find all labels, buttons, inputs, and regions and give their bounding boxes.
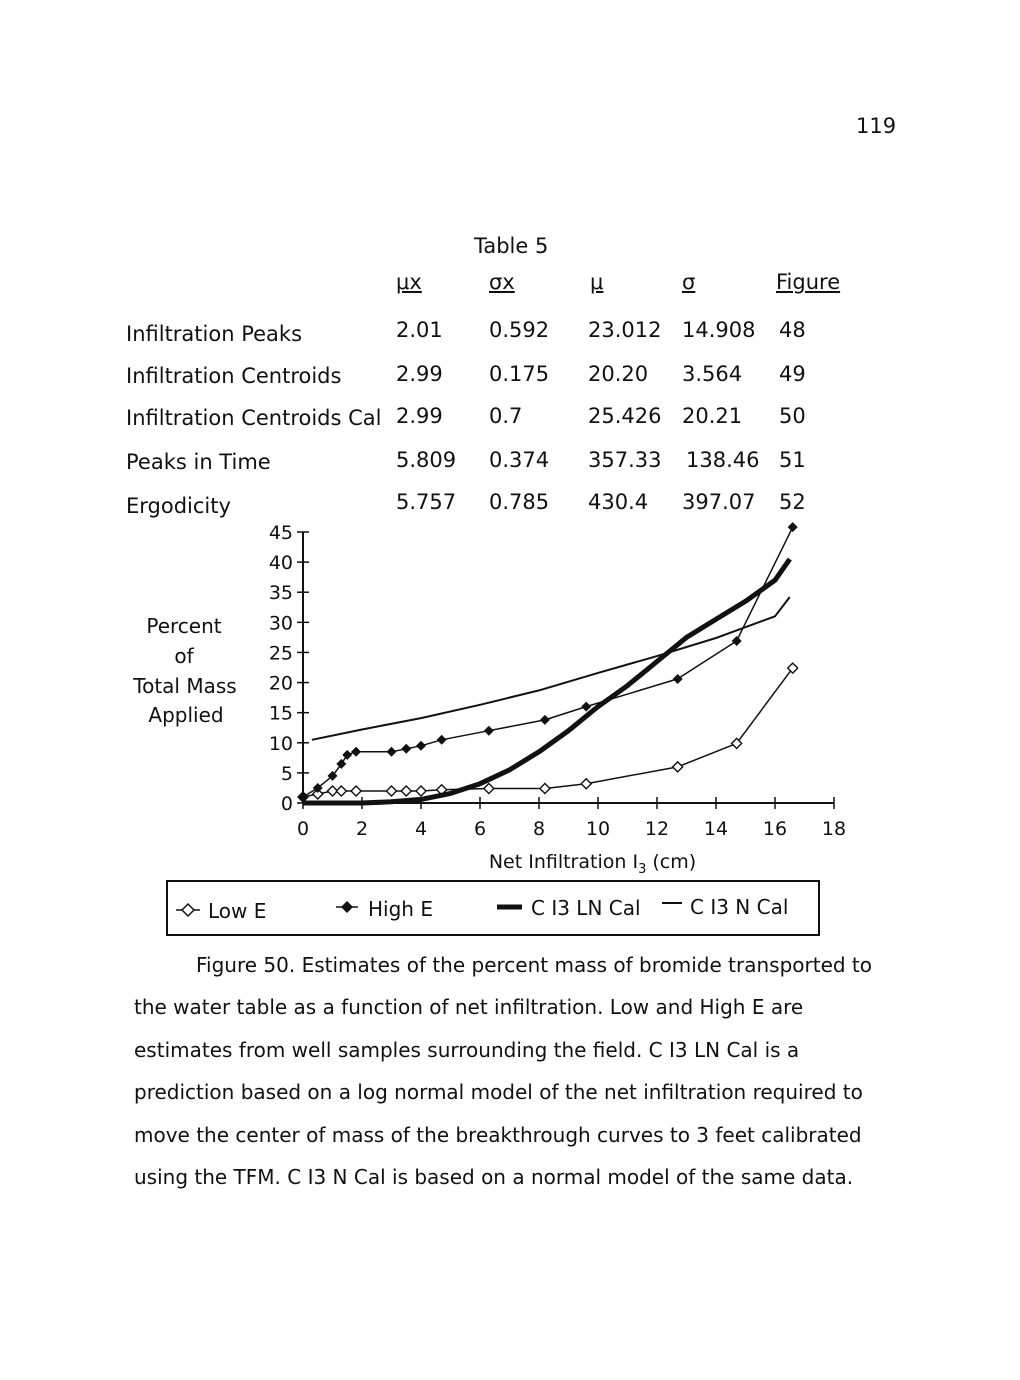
point-low-e (484, 784, 494, 794)
x-tick-label: 6 (473, 818, 487, 840)
x-tick-label: 10 (585, 818, 611, 840)
y-axis-label-line: Percent (146, 614, 222, 638)
x-tick-label: 14 (703, 818, 729, 840)
table-cell: 49 (779, 362, 806, 386)
point-high-e (401, 744, 411, 754)
table-cell: 0.175 (489, 362, 550, 386)
row-label: Infiltration Peaks (126, 322, 303, 346)
caption-line: Figure 50. Estimates of the percent mass of bromide transported to (196, 953, 873, 977)
series-line-c-i3-ln-cal (303, 559, 790, 803)
table-cell: 0.7 (489, 404, 523, 428)
legend-label-low-e: Low E (208, 899, 267, 923)
row-label: Infiltration Centroids Cal (126, 406, 382, 430)
point-high-e (342, 750, 352, 760)
y-tick-label: 35 (268, 582, 293, 605)
table-header-sigma-x: σx (489, 270, 515, 294)
table-cell: 0.592 (489, 318, 550, 342)
y-tick-label: 15 (268, 702, 293, 725)
y-tick-label: 25 (268, 642, 293, 665)
table-cell: 2.99 (396, 404, 443, 428)
x-tick-label: 4 (414, 818, 428, 840)
point-high-e (336, 759, 346, 769)
table-cell: 0.374 (489, 448, 550, 472)
point-high-e (416, 741, 426, 751)
table-cell: 50 (779, 404, 806, 428)
table-cell: 2.99 (396, 362, 443, 386)
table-cell: 20.21 (682, 404, 743, 428)
point-low-e (336, 786, 346, 796)
row-label: Ergodicity (126, 494, 231, 518)
caption-line: the water table as a function of net infiltration. Low and High E are (134, 995, 804, 1020)
table-cell: 51 (779, 448, 806, 472)
caption-line: move the center of mass of the breakthrough curves to 3 feet calibrated (134, 1122, 862, 1147)
x-tick-label: 12 (644, 818, 670, 840)
table-cell: 0.785 (489, 490, 550, 514)
legend-label-high-e: High E (368, 897, 433, 921)
table-cell: 5.809 (396, 448, 457, 472)
table-title: Table 5 (474, 234, 549, 258)
table-cell: 25.426 (588, 404, 662, 428)
row-label: Peaks in Time (126, 450, 271, 474)
point-low-e (540, 784, 550, 794)
x-tick-label: 8 (532, 818, 546, 840)
y-tick-label: 45 (268, 522, 293, 544)
y-tick-label: 5 (280, 762, 293, 785)
y-tick-label: 30 (268, 612, 293, 635)
point-low-e (581, 779, 591, 789)
y-axis-label-line: Applied (148, 703, 224, 727)
point-low-e (416, 786, 426, 796)
table-cell: 357.33 (588, 448, 662, 472)
x-tick-label: 0 (296, 818, 310, 840)
y-tick-label: 0 (280, 793, 293, 815)
table-cell: 23.012 (588, 318, 662, 342)
legend-label-ln-cal: C I3 LN Cal (531, 896, 641, 920)
x-tick-label: 16 (762, 818, 788, 840)
caption-line: using the TFM. C I3 N Cal is based on a normal model of the same data. (134, 1165, 854, 1190)
point-high-e (351, 747, 361, 757)
table-cell: 20.20 (588, 362, 649, 386)
chart-legend (166, 880, 820, 936)
table-cell: 52 (779, 490, 806, 514)
x-axis-label: Net Infiltration $I_3$ (cm) (488, 851, 697, 877)
point-high-e (581, 702, 591, 712)
table-cell: 397.07 (682, 490, 756, 514)
point-low-e (351, 786, 361, 796)
table-cell: 14.908 (682, 318, 756, 342)
table-cell: 138.46 (686, 448, 760, 472)
point-high-e (540, 715, 550, 725)
figure-caption (134, 944, 904, 1198)
y-tick-label: 10 (268, 732, 293, 755)
y-axis-label-line: Total Mass (133, 674, 237, 698)
row-label: Infiltration Centroids (126, 364, 342, 388)
caption-line: estimates from well samples surrounding the field. C I3 LN Cal is a (134, 1037, 800, 1062)
table-cell: 2.01 (396, 318, 443, 342)
y-axis-label-line: of (174, 644, 194, 668)
table-header-sigma: σ (682, 270, 696, 294)
point-high-e (484, 726, 494, 736)
legend-label-n-cal: C I3 N Cal (690, 895, 789, 919)
table-header-mu-x: μx (396, 270, 422, 294)
point-low-e (401, 786, 411, 796)
x-tick-label: 2 (355, 818, 369, 840)
point-high-e (788, 522, 798, 532)
y-tick-label: 20 (268, 672, 293, 695)
table-header-mu: μ (590, 270, 604, 294)
point-low-e (673, 762, 683, 772)
point-high-e (387, 747, 397, 757)
table-cell: 3.564 (682, 362, 743, 386)
caption-line: prediction based on a log normal model of the net infiltration required to (134, 1080, 863, 1105)
series-line-high-e (303, 527, 793, 797)
table-cell: 430.4 (588, 490, 649, 514)
y-tick-label: 40 (268, 552, 293, 575)
point-high-e (673, 674, 683, 684)
x-tick-label: 18 (821, 818, 847, 840)
table-cell: 5.757 (396, 490, 457, 514)
table-header-figure: Figure (776, 270, 841, 294)
point-low-e (387, 786, 397, 796)
point-high-e (298, 792, 308, 802)
point-high-e (437, 735, 447, 745)
page-number: 119 (856, 114, 897, 138)
point-high-e (732, 636, 742, 646)
table-cell: 48 (779, 318, 806, 342)
